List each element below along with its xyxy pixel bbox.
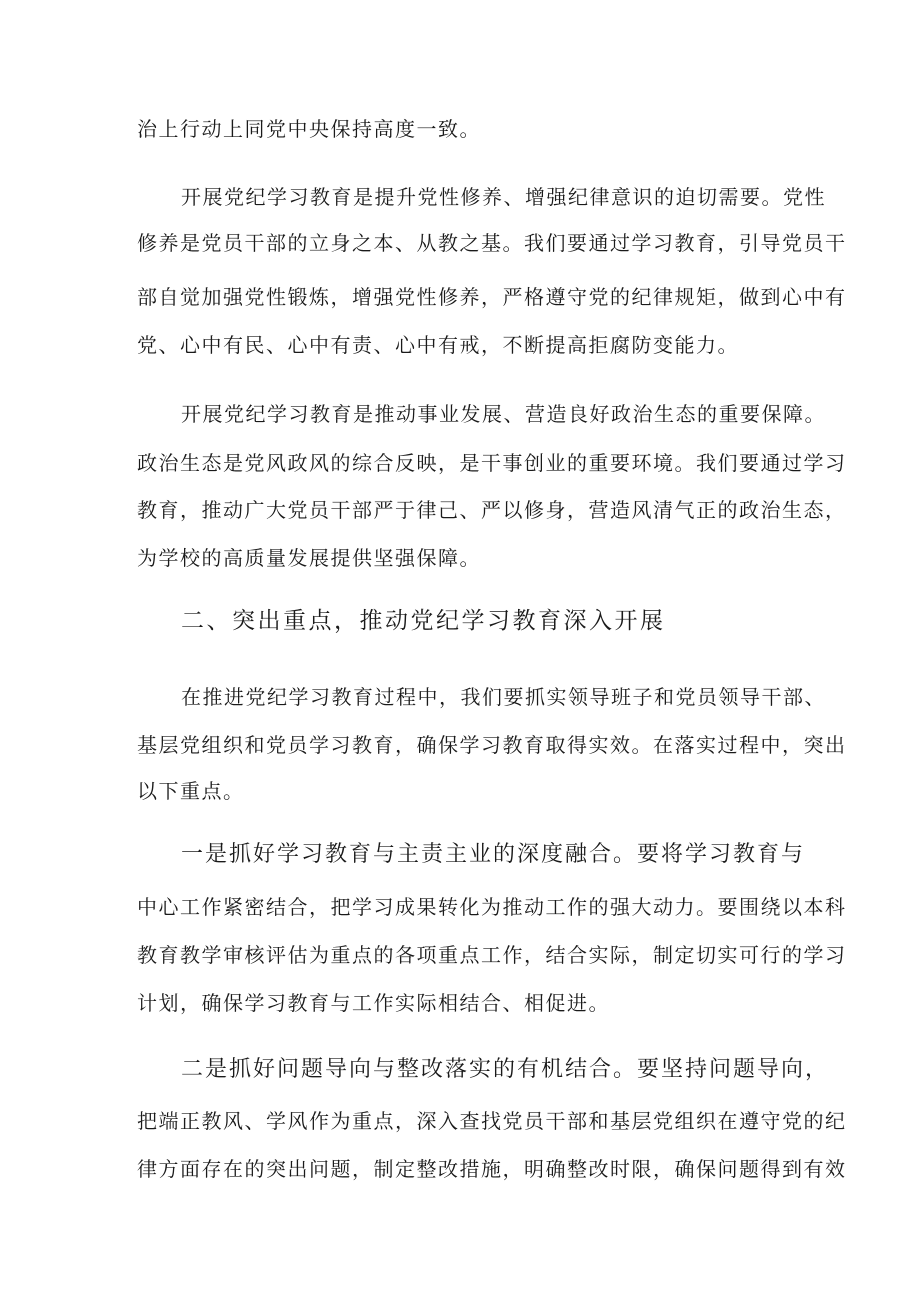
- paragraph-line: 二是抓好问题导向与整改落实的有机结合。要坚持问题导向，: [181, 1057, 830, 1082]
- paragraph-line: 中心工作紧密结合，把学习成果转化为推动工作的强大动力。要围绕以本科: [137, 895, 847, 919]
- section-heading: 二、突出重点，推动党纪学习教育深入开展: [181, 608, 666, 634]
- paragraph-line: 一是抓好学习教育与主责主业的深度融合。要将学习教育与: [181, 842, 806, 867]
- paragraph-line: 部自觉加强党性锻炼，增强党性修养，严格遵守党的纪律规矩，做到心中有: [137, 285, 847, 309]
- paragraph-line: 基层党组织和党员学习教育，确保学习教育取得实效。在落实过程中，突出: [137, 733, 847, 757]
- paragraph-line: 教育，推动广大党员干部严于律己、严以修身，营造风清气正的政治生态，: [137, 498, 847, 522]
- paragraph-line: 党、心中有民、心中有责、心中有戒，不断提高拒腐防变能力。: [137, 333, 739, 357]
- paragraph-line: 计划，确保学习教育与工作实际相结合、相促进。: [137, 991, 610, 1015]
- paragraph-line: 开展党纪学习教育是提升党性修养、增强纪律意识的迫切需要。党性: [181, 185, 826, 209]
- paragraph-line: 以下重点。: [137, 779, 245, 803]
- paragraph-line: 修养是党员干部的立身之本、从教之基。我们要通过学习教育，引导党员干: [137, 231, 847, 255]
- paragraph-line: 开展党纪学习教育是推动事业发展、营造良好政治生态的重要保障。: [181, 402, 826, 426]
- paragraph-line: 把端正教风、学风作为重点，深入查找党员干部和基层党组织在遵守党的纪: [137, 1109, 847, 1133]
- paragraph-line: 政治生态是党风政风的综合反映，是干事创业的重要环境。我们要通过学习: [137, 451, 847, 475]
- paragraph-line: 教育教学审核评估为重点的各项重点工作，结合实际，制定切实可行的学习: [137, 943, 847, 967]
- paragraph-line: 治上行动上同党中央保持高度一致。: [137, 117, 481, 141]
- paragraph-line: 在推进党纪学习教育过程中，我们要抓实领导班子和党员领导干部、: [181, 685, 826, 709]
- paragraph-line: 律方面存在的突出问题，制定整改措施，明确整改时限，确保问题得到有效: [137, 1157, 847, 1181]
- paragraph-line: 为学校的高质量发展提供坚强保障。: [137, 546, 481, 570]
